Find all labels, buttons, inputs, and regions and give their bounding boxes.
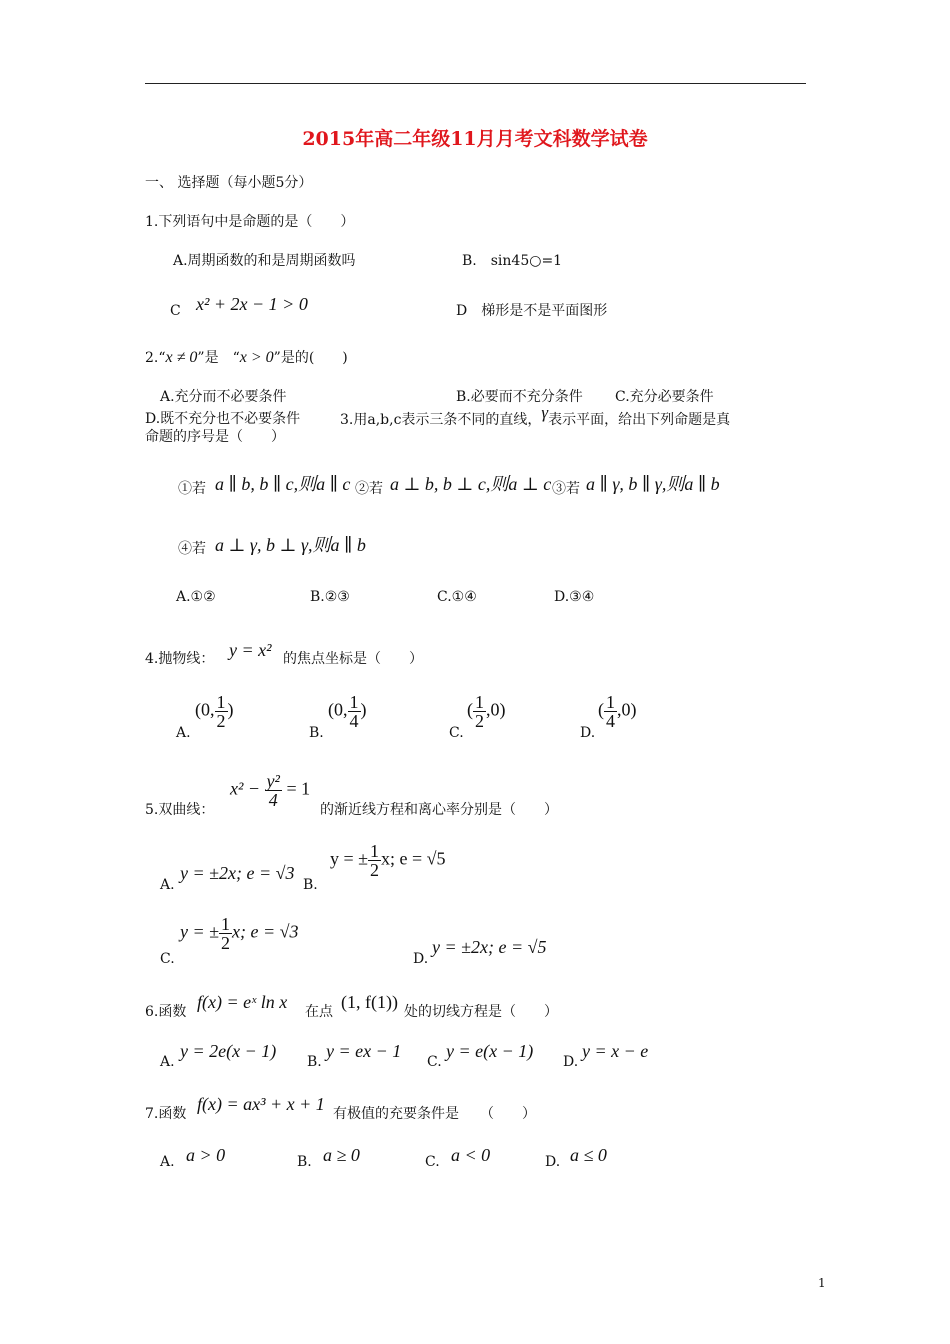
denominator: 4 [268, 790, 278, 810]
q2-option-a: A.充分而不必要条件 [160, 389, 287, 405]
q3-prop2-math: a ⊥ b, b ⊥ c,则a ⊥ c [390, 474, 552, 494]
q2-option-d: D.既不充分也不必要条件 [145, 411, 301, 427]
section-heading: 一、 选择题（每小题5分） [145, 175, 313, 191]
q3-prop2-label: ②若 [355, 481, 383, 497]
q3-prop3-math: a ∥ γ, b ∥ γ,则a ∥ b [586, 474, 720, 494]
q7-option-b-label: B. [297, 1154, 312, 1170]
q3-stem [340, 403, 731, 429]
fraction-one-quarter [348, 693, 361, 730]
numerator: 1 [221, 914, 231, 934]
q6-option-c-label: C. [427, 1054, 442, 1070]
q3-stem-a: 3.用a,b,c表示三条不同的直线， [340, 412, 542, 428]
q3-option-c: C.①④ [437, 589, 477, 605]
denominator: 2 [216, 711, 226, 731]
q7-option-c-label: C. [425, 1154, 440, 1170]
q2-end: ”是的( ) [273, 350, 348, 366]
q6-option-d-math: y = x − e [582, 1041, 649, 1061]
denominator: 2 [370, 860, 380, 880]
fraction-one-half [473, 693, 486, 730]
post: x; e = √5 [381, 848, 446, 869]
comma-zero: ,0 [617, 699, 631, 720]
comma-zero: ,0 [486, 699, 500, 720]
q7-option-d-math: a ≤ 0 [570, 1145, 607, 1165]
q4-option-b-math [328, 693, 367, 730]
q5-stem-b: 的渐近线方程和离心率分别是（ ） [320, 802, 558, 818]
paren-close: ) [499, 699, 506, 720]
q3-option-b: B.②③ [310, 589, 350, 605]
numerator: y² [266, 771, 280, 791]
denominator: 2 [475, 711, 484, 731]
denominator: 4 [349, 711, 359, 731]
fraction-one-half [215, 693, 228, 730]
q7-stem-b: 有极值的充要条件是 （ ） [333, 1106, 536, 1122]
q3-option-d: D.③④ [554, 589, 595, 605]
q3-option-a: A.①② [176, 589, 216, 605]
q6-option-a-math: y = 2e(x − 1) [180, 1041, 277, 1061]
q2-mid: ”是 “ [197, 350, 240, 366]
numerator: 1 [216, 692, 226, 712]
pre: y = ± [180, 921, 220, 942]
q3-prop1-math: a ∥ b, b ∥ c,则a ∥ c [215, 474, 351, 494]
q6-point: (1, f(1)) [341, 992, 398, 1012]
zero-comma: 0, [201, 699, 215, 720]
q7-option-d-label: D. [545, 1154, 561, 1170]
q7-option-b-math: a ≥ 0 [323, 1145, 360, 1165]
q5-option-d-math: y = ±2x; e = √5 [432, 937, 547, 957]
q7-option-c-math: a < 0 [451, 1145, 491, 1165]
numerator: 1 [606, 692, 615, 712]
paren-open: ( [598, 699, 604, 720]
x-squared-term: x² − [230, 778, 261, 799]
paren-close: ) [227, 699, 234, 720]
q6-option-c-math: y = e(x − 1) [446, 1041, 534, 1061]
paren-open: ( [195, 699, 201, 720]
q5-option-a-label: A. [160, 877, 175, 893]
q1-option-a: A.周期函数的和是周期函数吗 [173, 253, 356, 269]
numerator: 1 [475, 692, 484, 712]
q3-stem-c: 命题的序号是（ ） [145, 429, 285, 445]
q5-option-c-math [180, 915, 299, 952]
q1-option-c-label: C [170, 303, 181, 319]
q7-option-a-label: A. [160, 1154, 175, 1170]
header-rule [145, 83, 806, 84]
q2-num: 2. [145, 350, 159, 366]
q6-stem-b: 在点 [305, 1004, 333, 1020]
q4-option-b-label: B. [309, 725, 324, 741]
pre: y = ± [330, 848, 369, 869]
q2-option-b: B.必要而不充分条件 [456, 389, 583, 405]
q3-stem-b: 表示平面，给出下列命题是真 [548, 412, 731, 428]
q3-prop4-math: a ⊥ γ, b ⊥ γ,则a ∥ b [215, 535, 366, 555]
q5-option-d-label: D. [413, 951, 429, 967]
fraction-one-half [368, 842, 381, 879]
q1-option-c-math: x² + 2x − 1 > 0 [196, 294, 308, 314]
page-title: 2015年高二年级11月月考文科数学试卷 [302, 128, 648, 150]
q1-option-b: B. sin45○=1 [462, 253, 563, 269]
denominator: 2 [221, 933, 231, 953]
page-number: 1 [818, 1276, 826, 1290]
q2-open: “ [158, 350, 166, 366]
numerator: 1 [349, 692, 359, 712]
q5-option-c-label: C. [160, 951, 175, 967]
q5-option-b-label: B. [303, 877, 318, 893]
q2-cond1: x ≠ 0 [165, 349, 198, 366]
denominator: 4 [606, 711, 615, 731]
q6-option-b-math: y = ex − 1 [326, 1041, 402, 1061]
q2-option-c: C.充分必要条件 [615, 389, 714, 405]
q3-prop1-label: ①若 [178, 481, 206, 497]
q6-option-d-label: D. [563, 1054, 579, 1070]
paren-close: ) [360, 699, 367, 720]
q4-math: y = x² [229, 640, 272, 660]
fraction-y2-over-4 [265, 772, 282, 809]
paren-open: ( [467, 699, 473, 720]
q7-option-a-math: a > 0 [186, 1145, 226, 1165]
q6-function: f(x) = eˣ ln x [197, 992, 288, 1012]
q3-prop4-label: ④若 [178, 541, 206, 557]
q4-option-c-label: C. [449, 725, 464, 741]
q4-option-a-label: A. [176, 725, 191, 741]
q4-option-d-math [598, 693, 637, 730]
q6-stem-c: 处的切线方程是（ ） [404, 1004, 558, 1020]
paren-close: ) [630, 699, 637, 720]
q4-stem-b: 的焦点坐标是（ ） [283, 651, 423, 667]
q6-option-a-label: A. [160, 1054, 175, 1070]
q2-cond2: x > 0 [239, 349, 274, 366]
q4-stem-a: 4.抛物线： [145, 651, 215, 667]
q7-stem-a: 7.函数 [145, 1106, 187, 1122]
q7-function: f(x) = ax³ + x + 1 [197, 1094, 325, 1114]
post: x; e = √3 [232, 921, 299, 942]
q4-option-a-math [195, 693, 234, 730]
q5-equation [230, 772, 310, 809]
q1-stem: 1.下列语句中是命题的是（ ） [145, 214, 355, 230]
fraction-one-half [219, 915, 232, 952]
q4-option-c-math [467, 693, 506, 730]
equals-one: = 1 [286, 778, 311, 799]
q3-prop3-label: ③若 [552, 481, 580, 497]
q2-stem [145, 349, 348, 367]
zero-comma: 0, [334, 699, 348, 720]
q6-stem-a: 6.函数 [145, 1004, 187, 1020]
q5-stem-a: 5.双曲线： [145, 802, 215, 818]
fraction-one-quarter [604, 693, 617, 730]
q1-option-d: D 梯形是不是平面图形 [456, 303, 608, 319]
q4-option-d-label: D. [580, 725, 596, 741]
q6-option-b-label: B. [307, 1054, 322, 1070]
q5-option-b-math [330, 842, 446, 879]
q3-gamma: γ [541, 403, 549, 422]
paren-open: ( [328, 699, 334, 720]
numerator: 1 [370, 841, 380, 861]
q5-option-a-math: y = ±2x; e = √3 [180, 863, 295, 883]
